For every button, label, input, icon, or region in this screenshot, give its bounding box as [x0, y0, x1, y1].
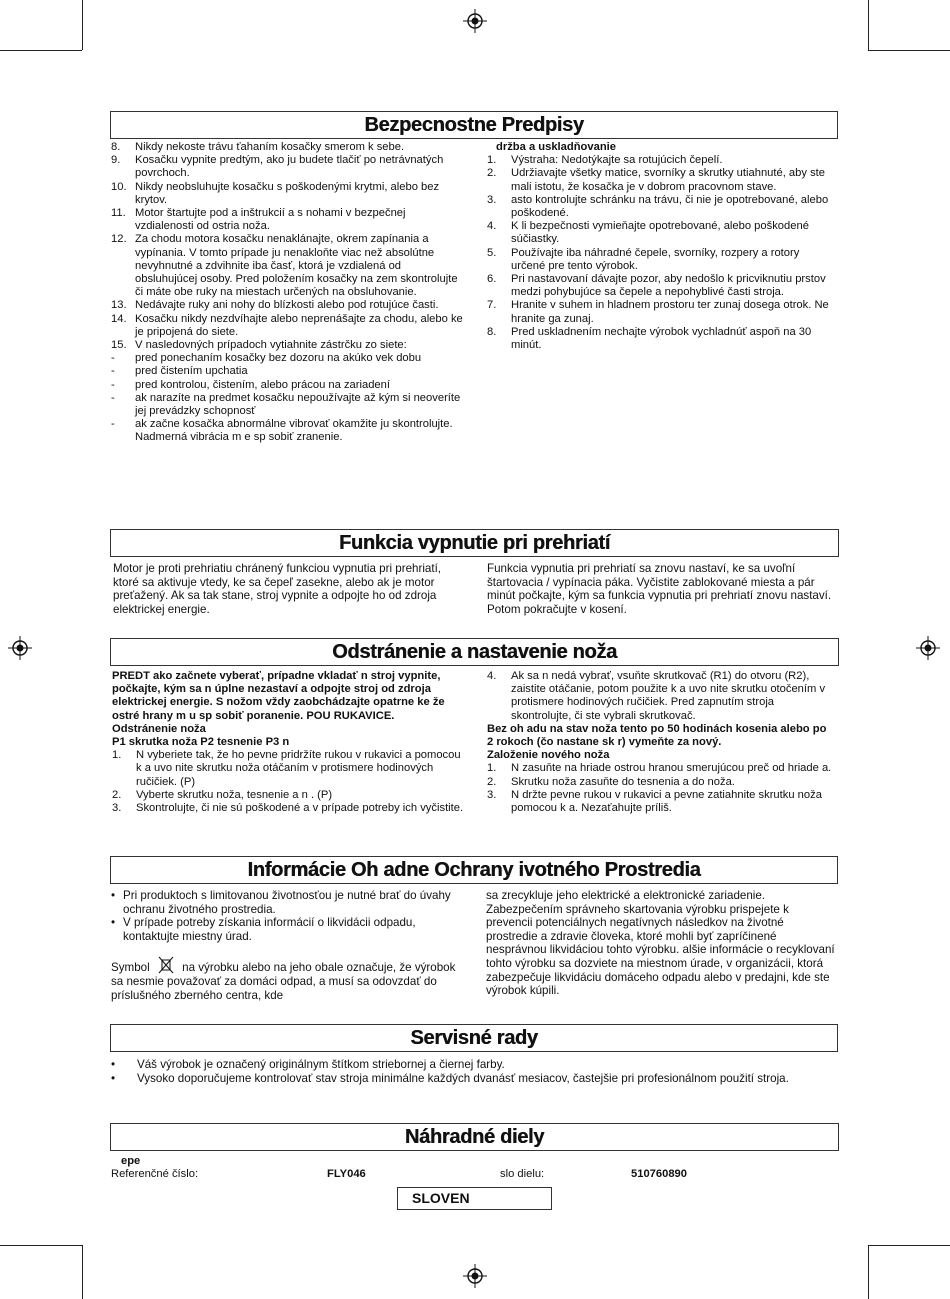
- list-item: [111, 233, 463, 299]
- crop-mark: [0, 50, 82, 51]
- list-item-text: Motor štartujte pod a inštrukcií a s nohami v bezpečnej vzdialenosti od ostria noža.: [135, 207, 406, 233]
- list-item: [487, 326, 829, 352]
- list-item: [112, 802, 464, 815]
- blade-column-left: [112, 670, 464, 815]
- list-item: [487, 247, 829, 273]
- list-item: [487, 273, 829, 299]
- section-title-parts: Náhradné diely: [110, 1123, 839, 1151]
- list-item-number: 2.: [487, 775, 497, 788]
- list-item-text: Skrutku noža zasuňte do tesnenia a do noža.: [511, 775, 735, 788]
- bullet-icon: •: [111, 916, 116, 930]
- language-box: [397, 1187, 552, 1210]
- list-item-text: Hranite v suhem in hladnem prostoru ter zunaj dosega otrok. Ne hranite ga zunaj.: [511, 299, 829, 325]
- list-item: [111, 141, 463, 154]
- bullet-text: Pri produktoch s limitovanou životnosťou je nutné brať do úvahy ochranu životného prostredia.: [123, 889, 451, 916]
- environment-column-left: [111, 889, 461, 1002]
- list-item-text: Nikdy neobsluhujte kosačku s poškodenými krytmi, alebo bez krytov.: [135, 180, 440, 206]
- section-title-blade: Odstránenie a nastavenie noža: [110, 638, 839, 666]
- bullet-text: V prípade potreby získania informácií o likvidácii odpadu, kontaktujte miestny úrad.: [123, 916, 416, 943]
- list-item-text: Vyberte skrutku noža, tesnenie a n . (P): [136, 788, 333, 801]
- crop-mark: [868, 1245, 869, 1299]
- list-item-number: 1.: [112, 749, 122, 762]
- list-item-text: Výstraha: Nedotýkajte sa rotujúcich čepelí.: [511, 154, 723, 167]
- list-item-number: 2.: [487, 167, 497, 180]
- symbol-before: Symbol: [111, 961, 150, 975]
- safety-column-right: [487, 141, 829, 352]
- registration-mark-icon: [8, 636, 32, 660]
- list-item-text: V nasledovných prípadoch vytiahnite zástrčku zo siete:: [135, 339, 407, 352]
- list-item-text: pred kontrolou, čistením, alebo prácou na zariadení: [135, 378, 390, 391]
- fitting-steps: [487, 762, 832, 815]
- list-item-text: Kosačku nikdy nezdvíhajte alebo neprenášajte za chodu, alebo ke je pripojená do siete.: [135, 312, 463, 338]
- registration-mark-icon: [463, 9, 487, 33]
- list-item-number: 12.: [111, 233, 127, 246]
- list-item-text: pred čistením upchatia: [135, 365, 248, 378]
- list-item: [111, 299, 463, 312]
- list-item-text: Nikdy nekoste trávu ťahaním kosačky smerom k sebe.: [135, 141, 405, 153]
- list-item: [111, 181, 463, 207]
- registration-mark-icon: [916, 636, 940, 660]
- list-item: [487, 670, 832, 723]
- list-item-text: Pri nastavovaní dávajte pozor, aby nedošlo k pricviknutiu prstov medzi pohybujúce sa čepele a nepohyblivé časti stroja.: [511, 273, 826, 299]
- list-item-text: Používajte iba náhradné čepele, svorníky, rozpery a rotory určené pre tento výrobok.: [511, 246, 800, 272]
- crop-mark: [868, 50, 950, 51]
- list-item: [111, 154, 463, 180]
- list-item: [487, 220, 829, 246]
- section-title-safety: Bezpecnostne Predpisy: [110, 111, 838, 139]
- list-item-number: 5.: [487, 246, 497, 259]
- list-item-number: 6.: [487, 273, 497, 286]
- list-item-number: -: [111, 391, 115, 404]
- crop-mark: [0, 1245, 82, 1246]
- section-title-overheat: Funkcia vypnutie pri prehriatí: [110, 529, 839, 557]
- list-item: [111, 313, 463, 339]
- bullet-item: [111, 916, 461, 943]
- parts-line: P1 skrutka noža P2 tesnenie P3 n: [112, 736, 290, 749]
- list-item-number: 1.: [487, 762, 497, 775]
- crop-mark: [82, 0, 83, 50]
- list-item: [111, 352, 463, 365]
- list-item: [111, 365, 463, 378]
- list-item-text: K li bezpečnosti vymieňajte opotrebované, alebo poškodené súčiastky.: [511, 220, 809, 246]
- list-item-number: 8.: [111, 141, 121, 153]
- list-item-number: 2.: [112, 788, 122, 801]
- crop-mark: [868, 1245, 950, 1246]
- bullet-item: [111, 1072, 833, 1086]
- list-item: [112, 749, 464, 789]
- section-title-service: Servisné rady: [110, 1024, 838, 1052]
- list-item-text: Pred uskladnením nechajte výrobok vychladnúť aspoň na 30 minút.: [511, 325, 812, 352]
- symbol-paragraph: [111, 956, 461, 1002]
- part-value: 510760890: [631, 1168, 687, 1180]
- bullet-item: [111, 1058, 833, 1072]
- list-item-text: N zasuňte na hriade ostrou hranou smerujúcou preč od hriade a.: [511, 762, 832, 775]
- list-item-number: 10.: [111, 180, 127, 193]
- language-label: SLOVEN: [412, 1190, 470, 1206]
- list-item: [487, 299, 829, 325]
- safety-list-left: [111, 141, 463, 445]
- list-item-number: 7.: [487, 299, 497, 312]
- list-item-number: 9.: [111, 154, 121, 167]
- list-item-text: Ak sa n nedá vybrať, vsuňte skrutkovač (R1) do otvoru (R2), zaistite otáčanie, potom použite k a uvo nite skrutku otočením v protismere hodinových ručičiek. Pred zapnutím stroja skontrolujte, či ste vybrali skrutkovač.: [511, 670, 826, 722]
- list-item-number: 4.: [487, 220, 497, 233]
- parts-row-heading: epe: [121, 1155, 141, 1167]
- list-item-text: ak začne kosačka abnormálne vibrovať okamžite ju skontrolujte. Nadmerná vibrácia m e sp sobiť zranenie.: [135, 418, 453, 444]
- list-item-text: pred ponechaním kosačky bez dozoru na akúko vek dobu: [135, 352, 422, 365]
- list-item: [111, 392, 463, 418]
- bullet-text: Vysoko doporučujeme kontrolovať stav stroja minimálne každých dvanásť mesiacov, častejšie pri profesionálnom použití stroja.: [137, 1071, 789, 1085]
- list-item: [111, 207, 463, 233]
- maintenance-list: [487, 154, 829, 352]
- list-item: [487, 776, 832, 789]
- list-item-number: -: [111, 365, 115, 378]
- bullet-icon: •: [111, 889, 116, 902]
- bullet-icon: •: [111, 1058, 116, 1071]
- list-item: [111, 379, 463, 392]
- section-title-environment: Informácie Oh adne Ochrany ivotného Prostredia: [110, 856, 838, 884]
- list-item: [111, 339, 463, 352]
- removal-steps-continued: [487, 670, 832, 723]
- bullet-item: [111, 889, 461, 916]
- ref-label: Referenčné číslo:: [111, 1168, 199, 1180]
- blade-column-right: [487, 670, 832, 815]
- list-item-number: 3.: [487, 193, 497, 206]
- service-bullets: [111, 1058, 833, 1085]
- overheat-text-right: Funkcia vypnutia pri prehriatí sa znovu nastaví, ke sa uvoľní štartovacia / vypínacia páka. Vyčistite zablokované miesta a pár minút počkajte, kým sa funkcia vypnutia pri prehriatí znovu nastaví. Potom pokračujte v kosení.: [487, 562, 832, 616]
- list-item-text: asto kontrolujte schránku na trávu, či nie je opotrebované, alebo poškodené.: [511, 193, 829, 220]
- list-item-text: Kosačku vypnite predtým, ako ju budete tlačiť po netrávnatých povrchoch.: [135, 154, 444, 180]
- registration-mark-icon: [463, 1264, 487, 1288]
- list-item: [487, 194, 829, 220]
- list-item-number: 3.: [487, 788, 497, 801]
- list-item-text: Skontrolujte, či nie sú poškodené a v prípade potreby ich vyčistite.: [136, 802, 464, 815]
- list-item-number: 1.: [487, 154, 497, 167]
- fit-heading: Založenie nového noža: [487, 749, 610, 762]
- part-label: slo dielu:: [500, 1168, 545, 1180]
- list-item-text: N vyberiete tak, že ho pevne pridržíte rukou v rukavici a pomocou k a uvo nite skrutku noža otáčaním v protismere hodinových ručičiek. (P): [136, 749, 461, 788]
- blade-warning: PREDT ako začnete vyberať, prípadne vkladať n stroj vypnite, počkajte, kým sa n úplne nezastaví a odpojte stroj od zdroja elektrickej energie. S nožom vždy zaobchádzajte opatrne ke že ostré hrany m u sp sobiť poranenie. POU RUKAVICE.: [112, 670, 445, 722]
- list-item: [487, 762, 832, 775]
- list-item: [112, 789, 464, 802]
- list-item-number: 4.: [487, 670, 497, 682]
- list-item-text: Za chodu motora kosačku nenaklánajte, okrem zapínania a vypínania. V tomto prípade ju nenakloňte viac než absolútne nevyhnutné a zdvihnite iba časť, ktorá je vzdialená od obsluhujúcej osoby. Pred položením kosačky na zem skontrolujte či máte obe ruky na miestach určených na obsluhovanie.: [135, 233, 458, 299]
- list-item-number: 13.: [111, 299, 127, 312]
- list-item-text: N držte pevne rukou v rukavici a pevne zatiahnite skrutku noža pomocou k a. Nezaťahujte príliš.: [511, 788, 822, 815]
- list-item-number: 11.: [111, 207, 126, 220]
- list-item: [111, 418, 463, 444]
- list-item-number: 8.: [487, 325, 497, 338]
- removal-heading: Odstránenie noža: [112, 722, 206, 735]
- list-item-number: 3.: [112, 802, 122, 815]
- crop-mark: [868, 0, 869, 50]
- maintenance-heading: držba a uskladňovanie: [496, 141, 616, 153]
- list-item-number: -: [111, 352, 115, 365]
- bullet-icon: •: [111, 1071, 116, 1085]
- list-item: [487, 167, 829, 193]
- list-item: [487, 154, 829, 167]
- list-item-number: 15.: [111, 339, 127, 352]
- ref-value: FLY046: [327, 1168, 366, 1180]
- list-item-number: -: [111, 378, 115, 391]
- list-item-text: Nedávajte ruky ani nohy do blízkosti alebo pod rotujúce časti.: [135, 299, 439, 312]
- crossed-bin-icon: [157, 956, 175, 974]
- list-item-number: 14.: [111, 312, 127, 325]
- environment-text-right: sa zrecykluje jeho elektrické a elektronické zariadenie. Zabezpečením správneho skartovania výrobku prispejete k prevencii potenciálnych negatívnych následkov na životné prostredie a zdravie človeka, ktoré mohli byť zapríčinené nesprávnou likvidáciou tohto výrobku. alšie informácie o recyklovaní tohto výrobku sa dozviete na miestnom úrade, v organizácii, ktorá zabezpečuje likvidáciu domáceho odpadu alebo v predajni, kde ste výrobok kúpili.: [486, 889, 835, 998]
- removal-steps: [112, 749, 464, 815]
- environment-bullets: [111, 889, 461, 943]
- replace-note: Bez oh adu na stav noža tento po 50 hodinách kosenia alebo po 2 rokoch (čo nastane sk r) vymeňte za nový.: [487, 722, 827, 749]
- list-item-text: ak narazíte na predmet kosačku nepoužívajte až kým si neoveríte jej prevádzky schopnosť: [135, 391, 461, 418]
- crop-mark: [82, 1245, 83, 1299]
- list-item-number: -: [111, 418, 115, 431]
- list-item: [487, 789, 832, 815]
- overheat-text-left: Motor je proti prehriatiu chránený funkciou vypnutia pri prehriatí, ktoré sa aktivuje vtedy, ke sa čepeľ zasekne, alebo ak je motor preťažený. Ak sa tak stane, stroj vypnite a odpojte ho od zdroja elektrickej energie.: [113, 562, 442, 616]
- symbol-after: na výrobku alebo na jeho obale označuje, že výrobok sa nesmie považovať za domáci odpad, a musí sa odovzdať do príslušného zberného centra, kde: [111, 961, 456, 1002]
- bullet-text: Váš výrobok je označený originálnym štítkom striebornej a čiernej farby.: [137, 1058, 505, 1071]
- list-item-text: Udržiavajte všetky matice, svorníky a skrutky utiahnuté, aby ste mali istotu, že kosačka je v dobrom pracovnom stave.: [511, 167, 825, 193]
